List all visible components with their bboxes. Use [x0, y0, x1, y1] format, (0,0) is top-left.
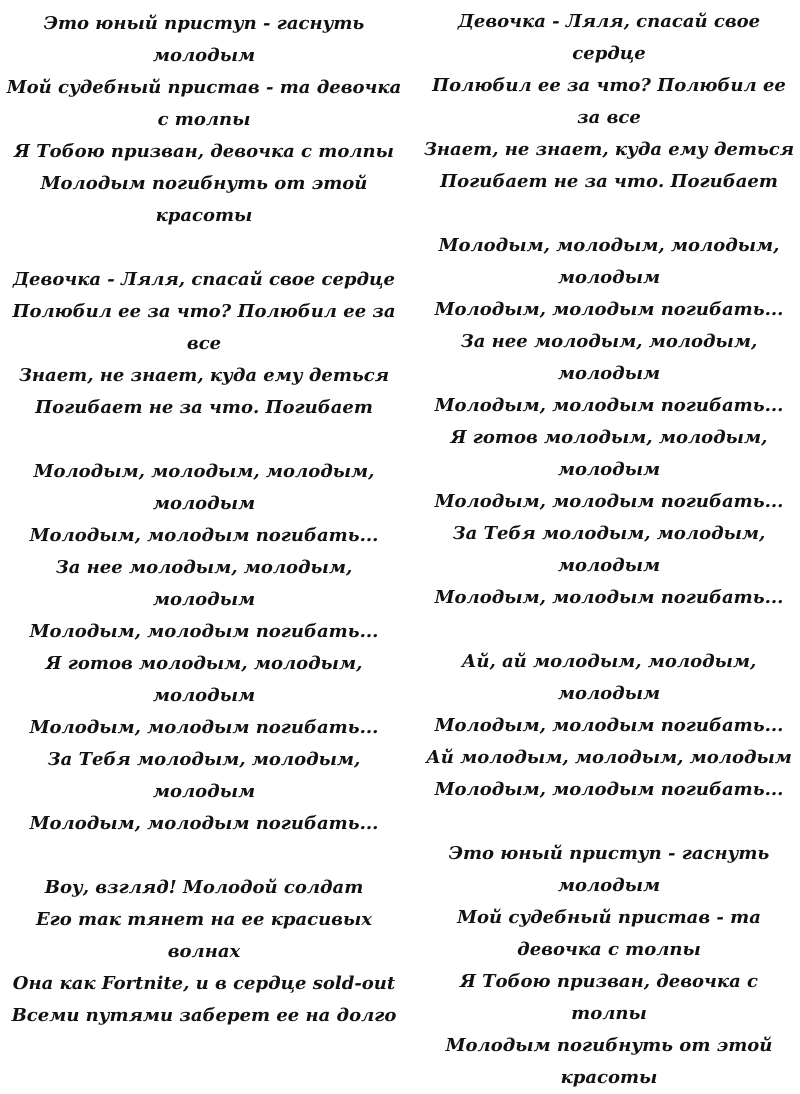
lyrics-column-right [408, 0, 800, 1088]
stanza [420, 646, 798, 806]
lyric-line: Его так тянет на ее красивых волнах [35, 909, 373, 962]
lyric-line: Ай, ай молодым, молодым, молодым [461, 651, 757, 704]
lyric-line: Это юный приступ - гаснуть молодым [448, 843, 770, 896]
lyric-line: Девочка - Ляля, спасай свое сердце [13, 269, 395, 290]
lyric-line: Молодым, молодым погибать... [434, 587, 784, 608]
lyric-line: Мой судебный пристав - та девочка с толпы [457, 907, 761, 960]
lyric-line: Она как Fortnite, и в сердце sold-out [12, 973, 396, 994]
lyric-line: Молодым, молодым погибать... [29, 621, 379, 642]
lyric-line: За Тебя молодым, молодым, молодым [47, 749, 361, 802]
lyric-line: Молодым, молодым погибать... [434, 299, 784, 320]
lyrics-column-left [0, 0, 408, 1026]
lyric-line: Знает, не знает, куда ему деться [18, 365, 390, 386]
lyric-line: Это юный приступ - гаснуть молодым [43, 13, 365, 66]
lyric-line: За нее молодым, молодым, молодым [55, 557, 353, 610]
stanza [420, 838, 798, 1094]
lyric-line: Молодым, молодым погибать... [434, 491, 784, 512]
lyric-line: Девочка - Ляля, спасай свое сердце [457, 11, 761, 64]
stanza [420, 230, 798, 614]
lyric-line: Я готов молодым, молодым, молодым [450, 427, 768, 480]
stanza [420, 6, 798, 198]
lyric-line: Я Тобою призван, девочка с толпы [460, 971, 758, 1024]
lyric-line: Молодым погибнуть от этой красоты [40, 173, 368, 226]
lyric-line: Всеми путями заберет ее на долго [11, 1005, 397, 1026]
lyric-line: Молодым, молодым, молодым, молодым [33, 461, 375, 514]
stanza [4, 456, 404, 840]
lyric-line: Молодым, молодым погибать... [434, 715, 784, 736]
stanza [4, 264, 404, 424]
lyric-line: Полюбил ее за что? Полюбил ее за все [432, 75, 786, 128]
lyric-line: Молодым, молодым погибать... [29, 525, 379, 546]
lyric-line: Ай молодым, молодым, молодым [426, 747, 792, 768]
lyric-line: Воу, взгляд! Молодой солдат [44, 877, 364, 898]
lyric-line: Молодым, молодым погибать... [29, 717, 379, 738]
lyric-line: Погибает не за что. Погибает [440, 171, 778, 192]
lyric-line: Молодым, молодым погибать... [434, 395, 784, 416]
lyric-line: Я Тобою призван, девочка с толпы [14, 141, 394, 162]
lyric-line: За нее молодым, молодым, молодым [460, 331, 758, 384]
lyric-line: Молодым погибнуть от этой красоты [445, 1035, 773, 1088]
lyric-line: Полюбил ее за что? Полюбил ее за все [12, 301, 396, 354]
lyric-line: Молодым, молодым, молодым, молодым [438, 235, 780, 288]
lyric-line: Знает, не знает, куда ему деться [423, 139, 795, 160]
lyric-line: Погибает не за что. Погибает [35, 397, 373, 418]
lyric-line: Молодым, молодым погибать... [29, 813, 379, 834]
lyric-line: За Тебя молодым, молодым, молодым [452, 523, 766, 576]
lyric-line: Молодым, молодым погибать... [434, 779, 784, 800]
stanza [4, 8, 404, 232]
lyric-line: Я готов молодым, молодым, молодым [45, 653, 363, 706]
lyric-line: Мой судебный пристав - та девочка с толпы [6, 77, 402, 130]
stanza [4, 872, 404, 1032]
